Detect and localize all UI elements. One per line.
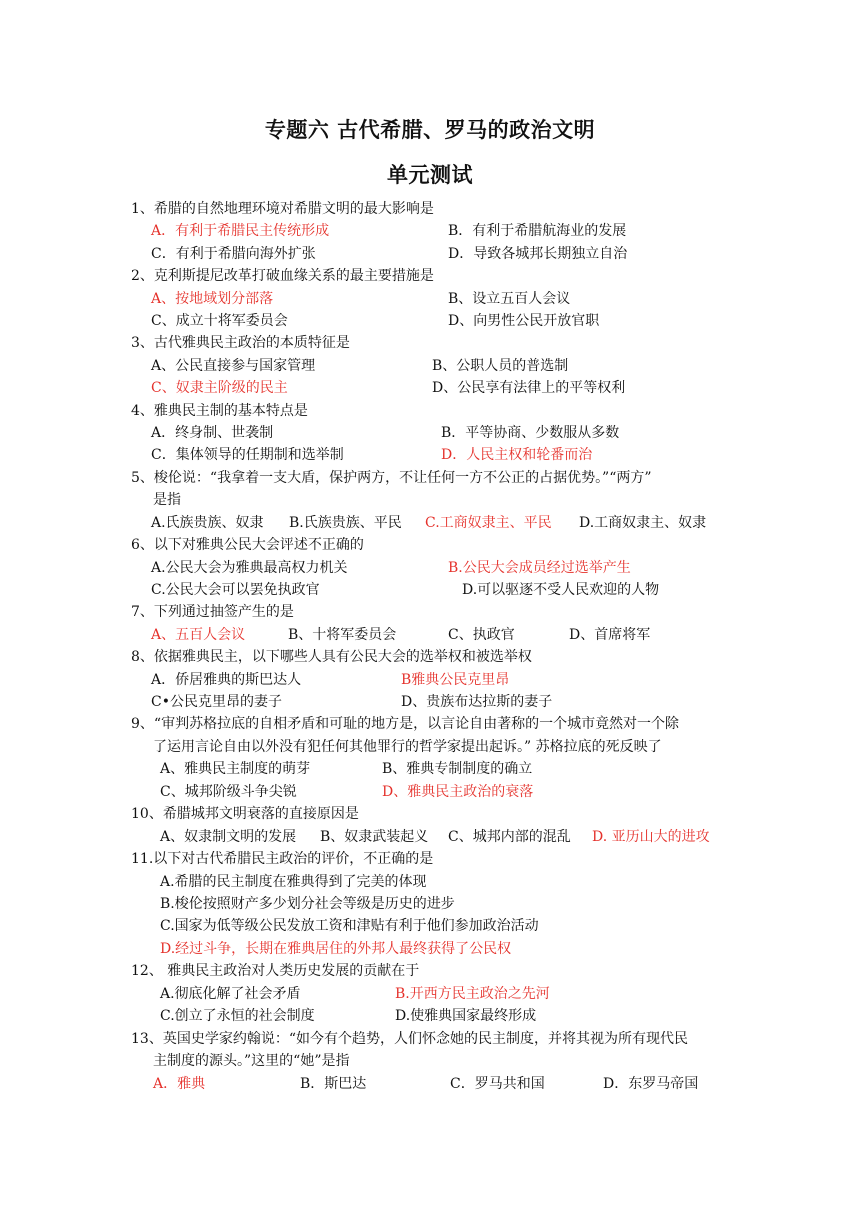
option-a: A、公民直接参与国家管理	[151, 358, 316, 374]
option-d: D、雅典民主政治的衰落	[382, 784, 534, 800]
option-b: B、奴隶武装起义	[320, 829, 429, 845]
option-a: A、按地域划分部落	[151, 291, 274, 307]
question-stem: 7、下列通过抽签产生的是	[131, 604, 294, 620]
option-d: D．东罗马帝国	[603, 1076, 699, 1092]
option-d: D、贵族布达拉斯的妻子	[401, 694, 553, 710]
option-d: D.可以驱逐不受人民欢迎的人物	[462, 582, 660, 598]
question-stem: 9、“审判苏格拉底的自相矛盾和可耻的地方是，以言论自由著称的一个城市竟然对一个除	[131, 716, 680, 732]
question-stem: 13、英国史学家约翰说：“如今有个趋势，人们怀念她的民主制度，并将其视为所有现代民	[131, 1031, 688, 1047]
option-c: C．有利于希腊向海外扩张	[151, 246, 316, 262]
option-d: D. 亚历山大的进攻	[592, 829, 710, 845]
option-a: A.彻底化解了社会矛盾	[160, 986, 301, 1002]
option-b: B、十将军委员会	[288, 627, 397, 643]
option-d: D、首席将军	[569, 627, 651, 643]
option-c: C、奴隶主阶级的民主	[151, 380, 288, 396]
option-a: A、雅典民主制度的萌芽	[160, 761, 311, 777]
question-stem: 2、克利斯提尼改革打破血缘关系的最主要措施是	[131, 268, 434, 284]
question-stem: 12、 雅典民主政治对人类历史发展的贡献在于	[131, 963, 420, 979]
option-c: C.国家为低等级公民发放工资和津贴有利于他们参加政治活动	[160, 918, 539, 934]
option-d: D、向男性公民开放官职	[448, 313, 600, 329]
option-a: A.氏族贵族、奴隶	[151, 515, 264, 531]
option-d: D．导致各城邦长期独立自治	[448, 246, 628, 262]
option-a: A.公民大会为雅典最高权力机关	[151, 560, 348, 576]
question-stem-continued: 了运用言论自由以外没有犯任何其他罪行的哲学家提出起诉。” 苏格拉底的死反映了	[153, 739, 662, 755]
option-c: C、成立十将军委员会	[151, 313, 288, 329]
question-stem: 1、希腊的自然地理环境对希腊文明的最大影响是	[131, 201, 434, 217]
option-a: A．雅典	[153, 1076, 206, 1092]
page-title: 专题六 古代希腊、罗马的政治文明	[264, 117, 596, 142]
option-b: B.公民大会成员经过选举产生	[448, 560, 631, 576]
option-b: B.氏族贵族、平民	[289, 515, 402, 531]
option-d: D、公民享有法律上的平等权利	[432, 380, 626, 396]
option-c: C.创立了永恒的社会制度	[160, 1008, 315, 1024]
option-a: A．侨居雅典的斯巴达人	[151, 672, 302, 688]
option-c: C、城邦阶级斗争尖锐	[160, 784, 297, 800]
question-stem: 5、梭伦说：“我拿着一支大盾，保护两方，不让任何一方不公正的占据优势。”“两方”	[131, 470, 652, 486]
option-c: C.公民大会可以罢免执政官	[151, 582, 320, 598]
question-stem-continued: 主制度的源头。”这里的“她”是指	[153, 1053, 350, 1069]
option-b: B.开西方民主政治之先河	[395, 986, 550, 1002]
option-a: A、奴隶制文明的发展	[160, 829, 297, 845]
option-b: B雅典公民克里昂	[401, 672, 510, 688]
option-c: C、城邦内部的混乱	[448, 829, 571, 845]
question-stem: 8、依据雅典民主，以下哪些人具有公民大会的选举权和被选举权	[131, 649, 532, 665]
question-stem: 4、雅典民主制的基本特点是	[131, 403, 308, 419]
page-subtitle: 单元测试	[387, 162, 473, 187]
option-d: D.使雅典国家最终形成	[395, 1008, 537, 1024]
question-stem: 6、以下对雅典公民大会评述不正确的	[131, 537, 364, 553]
question-stem: 10、希腊城邦文明衰落的直接原因是	[131, 806, 359, 822]
option-c: C．罗马共和国	[450, 1076, 545, 1092]
option-a: A．有利于希腊民主传统形成	[151, 223, 330, 239]
question-stem: 3、古代雅典民主政治的本质特征是	[131, 335, 350, 351]
option-b: B、设立五百人会议	[448, 291, 571, 307]
option-c: C．集体领导的任期制和选举制	[151, 447, 344, 463]
option-b: B、公职人员的普选制	[432, 358, 569, 374]
option-b: B.梭伦按照财产多少划分社会等级是历史的进步	[160, 896, 455, 912]
option-b: B、雅典专制制度的确立	[382, 761, 533, 777]
option-b: B．平等协商、少数服从多数	[441, 425, 620, 441]
question-stem: 11.以下对古代希腊民主政治的评价，不正确的是	[131, 851, 434, 867]
option-c: C.工商奴隶主、平民	[425, 515, 552, 531]
option-d: D.工商奴隶主、奴隶	[579, 515, 707, 531]
option-c: C、执政官	[448, 627, 515, 643]
option-a: A、五百人会议	[151, 627, 246, 643]
option-b: B．有利于希腊航海业的发展	[448, 223, 627, 239]
option-a: A．终身制、世袭制	[151, 425, 274, 441]
option-c: C•公民克里昂的妻子	[151, 694, 282, 710]
option-d: D.经过斗争，长期在雅典居住的外邦人最终获得了公民权	[160, 941, 512, 957]
option-a: A.希腊的民主制度在雅典得到了完美的体现	[160, 874, 427, 890]
option-b: B．斯巴达	[300, 1076, 367, 1092]
option-d: D．人民主权和轮番而治	[441, 447, 593, 463]
question-stem-continued: 是指	[153, 492, 181, 508]
